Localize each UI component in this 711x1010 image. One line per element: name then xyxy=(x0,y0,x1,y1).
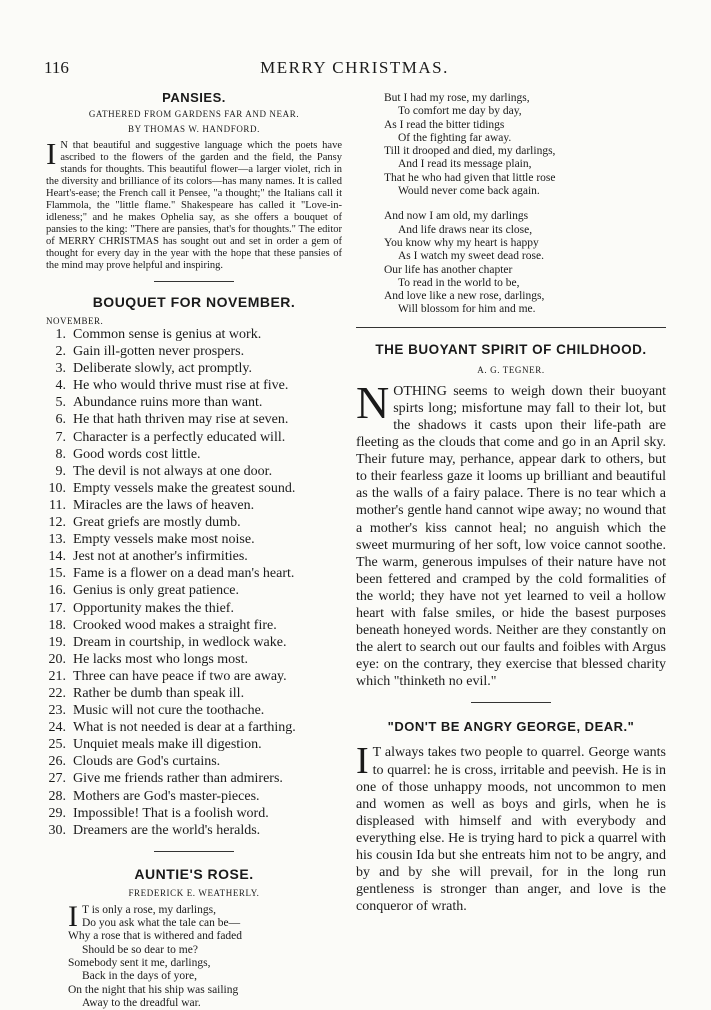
left-column xyxy=(46,90,342,1010)
maxim-text: Empty vessels make the greatest sound. xyxy=(73,480,296,496)
section-divider xyxy=(154,281,234,282)
auntie-poem-stanza-1 xyxy=(46,899,342,1010)
maxim-text: Genius is only great patience. xyxy=(73,583,240,599)
maxim-list xyxy=(46,326,342,839)
buoyant-author: A. G. TEGNER. xyxy=(477,364,545,375)
maxim-text: Fame is a flower on a dead man's heart. xyxy=(73,566,295,582)
maxim-number: 21. xyxy=(48,668,66,684)
poem-line: Of the fighting far away. xyxy=(398,131,512,144)
maxim-item xyxy=(46,548,342,565)
bouquet-title: BOUQUET FOR NOVEMBER. xyxy=(92,294,296,310)
poem-line: T is only a rose, my darlings, xyxy=(82,903,216,916)
poem-line: Do you ask what the tale can be— xyxy=(82,917,241,930)
maxim-item xyxy=(46,514,342,531)
maxim-item xyxy=(46,326,342,343)
maxim-item xyxy=(46,446,342,463)
maxim-number: 27. xyxy=(48,771,66,787)
poem-line: Will blossom for him and me. xyxy=(398,303,536,316)
maxim-number: 4. xyxy=(55,378,66,394)
poem-line: To comfort me day by day, xyxy=(398,105,522,118)
buoyant-body: OTHING seems to weigh down their buoyant spirts long; misfortune may fall to their lot, but the shadows it casts upon their life-path are fleeting as the clouds that come and go in an April sky. Their future may, perhance, appear dark to others, but to their fearless gaze it looms up brilliant and beautiful as the walls of a fairy palace. There is no tear which a mother's gentle hand cannot wipe away; no wound that a mother's kiss cannot heal; no anguish which the sweet murmuring of her soft, low voice cannot soothe. The warm, generous impulses of their nature have not been fettered and cramped by the cold formalities of the world; they have not yet learned to veil a hollow heart with false smiles, or hide the basest purposes beneath honeyed words. Neither are they constantly on the alert to search out our faults and foibles with Argus eye: on the contrary, they exercise that blessed charity which "thinketh no evil." xyxy=(356,383,666,690)
maxim-item xyxy=(46,702,342,719)
poem-line: And I read its message plain, xyxy=(398,158,532,171)
maxim-number: 9. xyxy=(55,463,66,479)
maxim-number: 25. xyxy=(48,737,66,753)
page-header xyxy=(44,58,665,82)
maxim-text: The devil is not always at one door. xyxy=(73,463,273,479)
george-body: T always takes two people to quarrel. George wants to quarrel: he is cross, irritable and peevish. He is in one of those unhappy moods, not uncommon to men and women as well as boys and girls, when he is displeased with himself and with everybody and everything else. He is trying hard to pick a quarrel with his cousin Ida but she entreats him not to be angry, and by and by she will prevail, for in the long run gentleness is stronger than anger, and love is the conqueror of wrath. xyxy=(356,745,666,915)
poem-line: And life draws near its close, xyxy=(398,223,533,236)
maxim-text: Common sense is genius at work. xyxy=(73,327,262,342)
maxim-text: Opportunity makes the thief. xyxy=(73,600,234,616)
maxim-text: Rather be dumb than speak ill. xyxy=(73,685,245,701)
maxim-number: 15. xyxy=(48,566,66,582)
poem-line: That he who had given that little rose xyxy=(384,171,556,184)
poem-line: Our life has another chapter xyxy=(384,263,513,276)
maxim-text: Unquiet meals make ill digestion. xyxy=(73,737,262,753)
maxim-text: Gain ill-gotten never prospers. xyxy=(73,344,245,360)
maxim-item xyxy=(46,600,342,617)
maxim-item xyxy=(46,685,342,702)
maxim-item xyxy=(46,822,342,839)
maxim-number: 11. xyxy=(49,497,66,513)
maxim-number: 13. xyxy=(48,532,66,548)
maxim-text: He lacks most who longs most. xyxy=(73,651,248,667)
maxim-number: 10. xyxy=(48,480,66,496)
buoyant-title: THE BUOYANT SPIRIT OF CHILDHOOD. xyxy=(375,341,647,357)
maxim-item xyxy=(46,531,342,548)
maxim-text: He that hath thriven may rise at seven. xyxy=(73,412,289,428)
maxim-number: 29. xyxy=(48,805,66,821)
poem-line: As I watch my sweet dead rose. xyxy=(398,250,544,263)
maxim-number: 22. xyxy=(48,685,66,701)
maxim-item xyxy=(46,788,342,805)
section-divider xyxy=(471,702,551,703)
poem-line: Would never come back again. xyxy=(398,185,540,198)
maxim-text: Deliberate slowly, act promptly. xyxy=(73,361,252,377)
maxim-text: Good words cost little. xyxy=(73,446,201,462)
maxim-item xyxy=(46,634,342,651)
maxim-item xyxy=(46,770,342,787)
george-title: "DON'T BE ANGRY GEORGE, DEAR." xyxy=(387,719,635,735)
maxim-item xyxy=(46,651,342,668)
poem-line: And love like a new rose, darlings, xyxy=(384,290,545,303)
poem-line: But I had my rose, my darlings, xyxy=(384,92,530,104)
maxim-number: 8. xyxy=(55,446,66,462)
maxim-text: Jest not at another's infirmities. xyxy=(73,549,248,565)
maxim-number: 1. xyxy=(55,327,66,342)
maxim-item xyxy=(46,463,342,480)
poem-line: On the night that his ship was sailing xyxy=(68,983,239,996)
pansies-title: PANSIES. xyxy=(162,90,226,105)
maxim-number: 14. xyxy=(48,549,66,565)
maxim-text: Miracles are the laws of heaven. xyxy=(73,497,255,513)
auntie-poem-stanza-3 xyxy=(356,210,666,316)
section-divider xyxy=(356,327,666,328)
pansies-text xyxy=(46,136,342,272)
poem-line: Somebody sent it me, darlings, xyxy=(68,957,211,969)
maxim-number: 30. xyxy=(48,822,66,838)
maxim-number: 3. xyxy=(55,361,66,377)
poem-line: Why a rose that is withered and faded xyxy=(68,930,243,943)
maxim-text: What is not needed is dear at a farthing. xyxy=(73,720,296,736)
pansies-byline: BY THOMAS W. HANDFORD. xyxy=(128,124,260,134)
pansies-body: N that beautiful and suggestive language which the poets have ascribed to the flowers of the garden and the field, the Pansy stands for thoughts. This beautiful flower—a larger violet, rich in the diversity and brilliance of its colors—has many names. It is called Heart's-ease; the French call it Pensee, "a thought;" the Italians call it Flammola, the "little flame." Shakespeare has called it "Love-in-idleness;" and he makes Ophelia say, as she offers a bouquet of pansies to the king: "There are pansies, that's for thoughts." The editor of MERRY CHRISTMAS has sought out and set in order a gem of thought for every day in the year with the hope that these pansies of the mind may prove helpful and inspiring. xyxy=(46,140,342,271)
poem-line: Away to the dreadful war. xyxy=(82,996,201,1009)
maxim-text: Give me friends rather than admirers. xyxy=(73,771,283,787)
maxim-text: Music will not cure the toothache. xyxy=(73,703,265,719)
maxim-text: Empty vessels make most noise. xyxy=(73,532,255,548)
maxim-number: 28. xyxy=(48,788,66,804)
maxim-number: 7. xyxy=(55,429,66,445)
maxim-text: Clouds are God's curtains. xyxy=(73,754,221,770)
section-divider xyxy=(154,851,234,852)
maxim-item xyxy=(46,480,342,497)
maxim-number: 5. xyxy=(55,395,66,411)
maxim-number: 17. xyxy=(48,600,66,616)
auntie-poem-stanza-2 xyxy=(356,92,666,198)
maxim-number: 6. xyxy=(55,412,66,428)
maxim-item xyxy=(46,377,342,394)
running-title: MERRY CHRISTMAS. xyxy=(260,58,449,77)
maxim-number: 16. xyxy=(48,583,66,599)
maxim-text: He who would thrive must rise at five. xyxy=(73,378,289,394)
bouquet-month: NOVEMBER. xyxy=(46,316,104,326)
maxim-text: Abundance ruins more than want. xyxy=(73,395,263,411)
maxim-item xyxy=(46,360,342,377)
maxim-text: Character is a perfectly educated will. xyxy=(73,429,286,445)
maxim-number: 18. xyxy=(48,617,66,633)
maxim-item xyxy=(46,429,342,446)
george-text xyxy=(356,740,666,915)
maxim-item xyxy=(46,497,342,514)
poem-line: As I read the bitter tidings xyxy=(384,118,505,131)
maxim-text: Impossible! That is a foolish word. xyxy=(73,805,269,821)
maxim-item xyxy=(46,719,342,736)
pansies-drop-cap: I xyxy=(46,136,57,171)
auntie-title: AUNTIE'S ROSE. xyxy=(134,865,254,882)
maxim-text: Three can have peace if two are away. xyxy=(73,668,287,684)
maxim-item xyxy=(46,582,342,599)
maxim-item xyxy=(46,805,342,822)
poem-line: You know why my heart is happy xyxy=(384,236,539,249)
auntie-drop-cap: I xyxy=(68,899,78,933)
maxim-item xyxy=(46,565,342,582)
maxim-item xyxy=(46,394,342,411)
poem-line: Should be so dear to me? xyxy=(82,943,198,956)
maxim-text: Dreamers are the world's heralds. xyxy=(73,822,261,838)
george-drop-cap: I xyxy=(356,740,369,783)
maxim-number: 19. xyxy=(48,634,66,650)
auntie-author: FREDERICK E. WEATHERLY. xyxy=(128,887,260,898)
maxim-text: Crooked wood makes a straight fire. xyxy=(73,617,277,633)
right-column xyxy=(356,92,666,915)
maxim-number: 12. xyxy=(48,515,66,531)
maxim-text: Mothers are God's master-pieces. xyxy=(73,788,260,804)
maxim-item xyxy=(46,343,342,360)
poem-line: To read in the world to be, xyxy=(398,276,520,289)
maxim-number: 26. xyxy=(48,754,66,770)
maxim-text: Great griefs are mostly dumb. xyxy=(73,515,241,531)
page-number: 116 xyxy=(44,58,69,77)
poem-line: And now I am old, my darlings xyxy=(384,210,529,223)
maxim-number: 20. xyxy=(48,651,66,667)
poem-line: Till it drooped and died, my darlings, xyxy=(384,145,556,158)
maxim-item xyxy=(46,753,342,770)
poem-line: Back in the days of yore, xyxy=(82,970,197,983)
buoyant-drop-cap: N xyxy=(356,376,390,428)
buoyant-text xyxy=(356,376,666,691)
maxim-item xyxy=(46,617,342,634)
maxim-text: Dream in courtship, in wedlock wake. xyxy=(73,634,287,650)
maxim-item xyxy=(46,736,342,753)
maxim-item xyxy=(46,411,342,428)
maxim-item xyxy=(46,668,342,685)
maxim-number: 24. xyxy=(48,720,66,736)
pansies-subtitle: GATHERED FROM GARDENS FAR AND NEAR. xyxy=(88,109,300,119)
maxim-number: 23. xyxy=(48,703,66,719)
maxim-number: 2. xyxy=(55,344,66,360)
